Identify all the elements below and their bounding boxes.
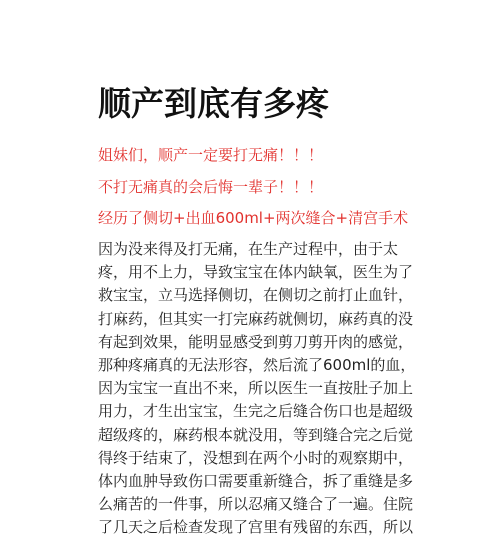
body-line: 有起到效果，能明显感受到剪刀剪开肉的感觉，: [98, 332, 414, 351]
article-title: 顺产到底有多疼: [98, 84, 329, 123]
body-line: 么痛苦的一件事，所以忍痛又缝合了一遍。住院: [98, 495, 414, 514]
body-line: 了几天之后检查发现了宫里有残留的东西，所以: [98, 518, 414, 537]
body-line: 救宝宝，立马选择侧切，在侧切之前打止血针，: [98, 286, 414, 305]
body-line: 得终于结束了，没想到在两个小时的观察期中，: [98, 448, 414, 467]
highlight-line-2: 不打无痛真的会后悔一辈子！！！: [98, 178, 324, 196]
body-line: 打麻药，但其实一打完麻药就侧切，麻药真的没: [98, 309, 414, 328]
body-line: 疼，用不上力，导致宝宝在体内缺氧，医生为了: [98, 263, 414, 282]
body-line: 超级疼的，麻药根本就没用，等到缝合完之后觉: [98, 425, 414, 444]
body-line: 那种疼痛真的无法形容，然后流了600ml的血，: [98, 355, 416, 374]
article-body: [98, 238, 418, 539]
body-line: 体内血肿导致伤口需要重新缝合，拆了重缝是多: [98, 471, 414, 490]
body-line: 用力，才生出宝宝，生完之后缝合伤口也是超级: [98, 402, 414, 421]
body-line: 因为宝宝一直出不来，所以医生一直按肚子加上: [98, 379, 414, 398]
body-line: 因为没来得及打无痛，在生产过程中，由于太: [98, 240, 399, 258]
highlight-line-3: 经历了侧切+出血600ml+两次缝合+清宫手术: [98, 209, 409, 227]
highlight-line-1: 姐妹们，顺产一定要打无痛！！！: [98, 146, 324, 164]
